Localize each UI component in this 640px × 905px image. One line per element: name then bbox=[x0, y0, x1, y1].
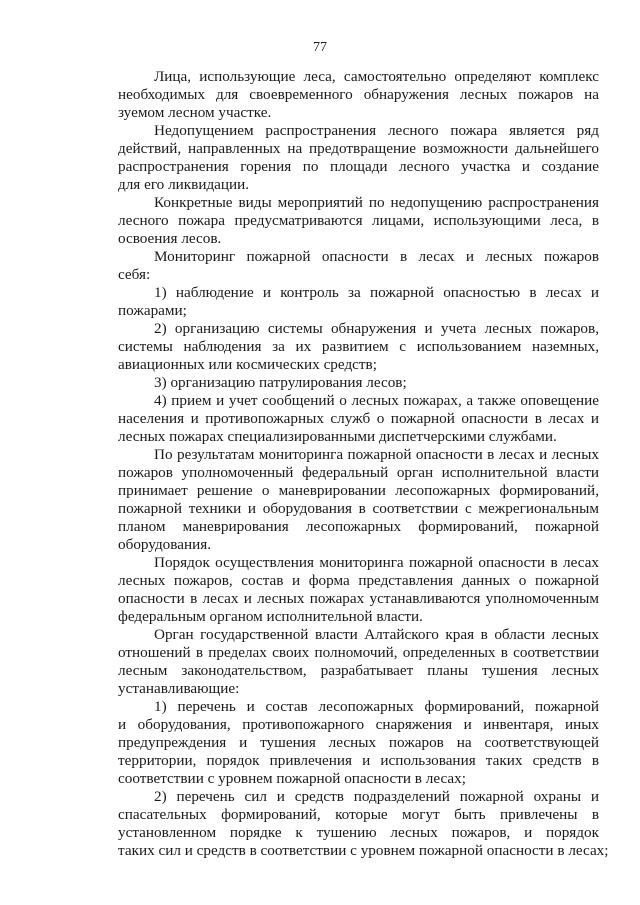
text-line: территории, порядок привлечения и использования таких средств в bbox=[118, 752, 599, 769]
text-line: пожарной техники и оборудования в соответствии с межрегиональным bbox=[118, 500, 599, 517]
text-line: таких сил и средств в соответствии с уровнем пожарной опасности в лесах; bbox=[118, 842, 609, 859]
text-line: 1) наблюдение и контроль за пожарной опасностью в лесах и bbox=[154, 284, 599, 301]
text-line: Порядок осуществления мониторинга пожарной опасности в лесах bbox=[154, 554, 599, 571]
text-line: Недопущением распространения лесного пожара является ряд bbox=[154, 122, 599, 139]
text-line: федеральным органом исполнительной власти. bbox=[118, 608, 423, 625]
text-line: лесным законодательством, разрабатывает планы тушения лесных bbox=[118, 662, 599, 679]
text-line: системы наблюдения за их развитием с использованием наземных, bbox=[118, 338, 599, 355]
text-line: оборудования. bbox=[118, 536, 212, 553]
text-line: пожарами; bbox=[118, 302, 187, 319]
text-line: авиационных или космических средств; bbox=[118, 356, 377, 373]
text-line: и оборудования, противопожарного снаряжения и инвентаря, иных bbox=[118, 716, 599, 733]
text-line: установленном порядке к тушению лесных пожаров, и порядок bbox=[118, 824, 599, 841]
text-line: Лица, использующие леса, самостоятельно определяют комплекс bbox=[154, 68, 599, 85]
text-line: 2) перечень сил и средств подразделений пожарной охраны и bbox=[154, 788, 599, 805]
text-line: 1) перечень и состав лесопожарных формирований, пожарной bbox=[154, 698, 599, 715]
text-line: Конкретные виды мероприятий по недопущению распространения bbox=[154, 194, 599, 211]
text-line: 4) прием и учет сообщений о лесных пожарах, а также оповещение bbox=[154, 392, 599, 409]
text-line: распространения горения по площади лесного участка и создание bbox=[118, 158, 599, 175]
text-line: опасности в лесах и лесных пожарах устанавливаются уполномоченным bbox=[118, 590, 599, 607]
text-line: для его ликвидации. bbox=[118, 176, 250, 193]
text-line: лесных пожаров, состав и форма представления данных о пожарной bbox=[118, 572, 599, 589]
document-body bbox=[118, 68, 609, 860]
text-line: пожаров уполномоченный федеральный орган исполнительной власти bbox=[118, 464, 599, 481]
text-line: освоения лесов. bbox=[118, 230, 222, 247]
text-line: Орган государственной власти Алтайского края в области лесных bbox=[154, 626, 599, 643]
text-line: принимает решение о маневрировании лесопожарных формирований, bbox=[118, 482, 599, 499]
text-line: себя: bbox=[118, 266, 151, 283]
text-line: лесного пожара предусматриваются лицами, использующими леса, в bbox=[118, 212, 599, 229]
text-line: соответствии с уровнем пожарной опасности в лесах; bbox=[118, 770, 466, 787]
text-line: зуемом лесном участке. bbox=[118, 104, 272, 121]
text-line: необходимых для своевременного обнаружения лесных пожаров на bbox=[118, 86, 599, 103]
text-line: По результатам мониторинга пожарной опасности в лесах и лесных bbox=[154, 446, 599, 463]
text-line: Мониторинг пожарной опасности в лесах и лесных пожаров bbox=[154, 248, 599, 265]
text-line: действий, направленных на предотвращение возможности дальнейшего bbox=[118, 140, 599, 157]
page-number: 77 bbox=[313, 40, 327, 55]
text-line: 3) организацию патрулирования лесов; bbox=[154, 374, 407, 391]
text-line: спасательных формирований, которые могут быть привлечены в bbox=[118, 806, 599, 823]
text-line: предупреждения и тушения лесных пожаров на соответствующей bbox=[118, 734, 599, 751]
text-line: 2) организацию системы обнаружения и учета лесных пожаров, bbox=[154, 320, 599, 337]
text-line: устанавливающие: bbox=[118, 680, 240, 697]
text-line: отношений в пределах своих полномочий, определенных в соответствии bbox=[118, 644, 599, 661]
text-line: планом маневрирования лесопожарных формирований, пожарной bbox=[118, 518, 599, 535]
text-line: лесных пожарах специализированными диспетчерскими службами. bbox=[118, 428, 557, 445]
text-line: населения и противопожарных служб о пожарной опасности в лесах и bbox=[118, 410, 599, 427]
